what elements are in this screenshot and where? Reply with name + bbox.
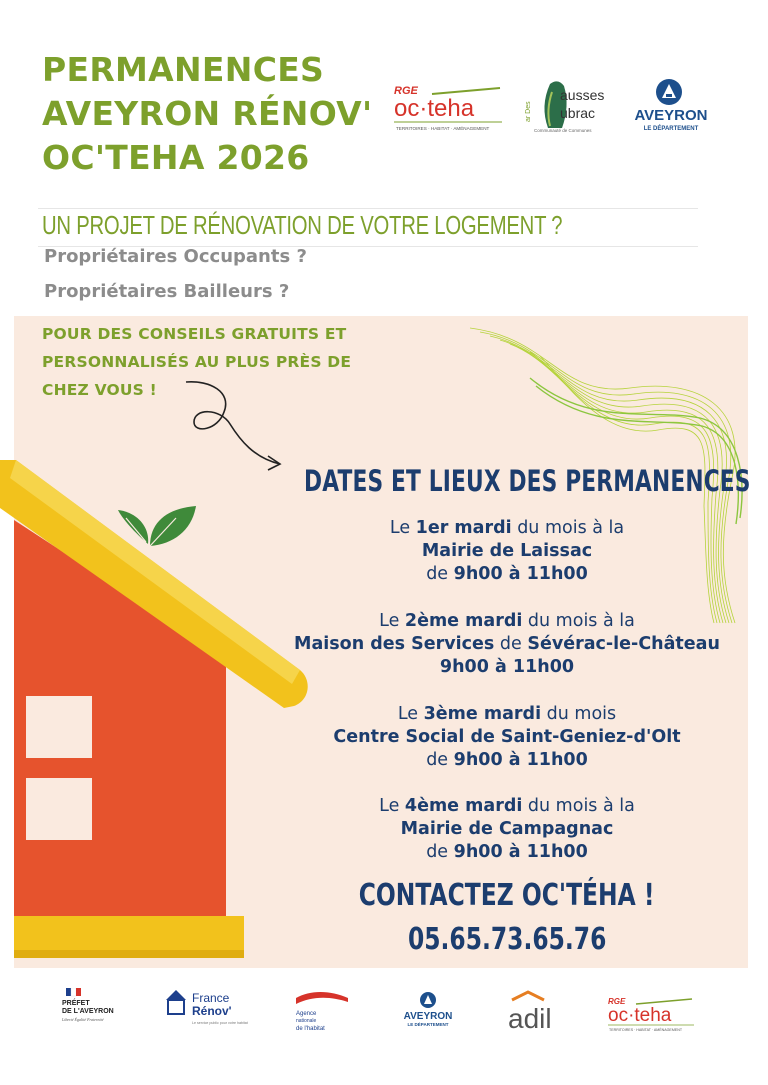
svg-text:ar Des: ar Des <box>525 101 532 122</box>
svg-text:oc·teha: oc·teha <box>394 95 475 122</box>
svg-text:Rénov': Rénov' <box>192 1004 232 1018</box>
svg-text:AVEYRON: AVEYRON <box>403 1011 453 1022</box>
aveyron-logo <box>624 76 718 136</box>
owner-occupant-text: Propriétaires Occupants ? <box>44 246 307 267</box>
svg-text:Le service public pour votre h: Le service public pour votre habitat <box>192 1021 248 1025</box>
svg-text:ubrac: ubrac <box>560 105 596 121</box>
octeha-logo <box>392 80 504 134</box>
contact-block <box>282 876 732 960</box>
advice-line: POUR DES CONSEILS GRATUITS ET <box>42 325 347 343</box>
svg-text:Agence: Agence <box>296 1011 317 1017</box>
contact-phone[interactable]: 05.65.73.65.76 <box>407 922 607 957</box>
svg-text:Communauté de Communes: Communauté de Communes <box>534 128 592 133</box>
divider <box>38 208 698 209</box>
title-line-1: PERMANENCES <box>42 50 325 89</box>
svg-text:oc·teha: oc·teha <box>608 1005 672 1026</box>
svg-text:adil: adil <box>508 1003 552 1032</box>
svg-text:DE L'AVEYRON: DE L'AVEYRON <box>62 1008 114 1015</box>
france-renov-logo <box>162 986 256 1030</box>
owner-landlord-text: Propriétaires Bailleurs ? <box>44 281 290 302</box>
advice-line: CHEZ VOUS ! <box>42 381 157 399</box>
svg-text:de l'habitat: de l'habitat <box>296 1026 325 1032</box>
house-illustration <box>0 460 310 975</box>
causses-aubrac-logo <box>520 76 618 138</box>
schedule-slot: Le 3ème mardi du mois Centre Social de Saint-Geniez-d'Olt de 9h00 à 11h00 <box>333 704 681 770</box>
svg-text:France: France <box>192 991 230 1005</box>
aveyron-footer-logo <box>396 990 460 1030</box>
title-line-3: OC'TEHA 2026 <box>42 138 310 177</box>
svg-text:Liberté Égalité Fraternité: Liberté Égalité Fraternité <box>62 1017 104 1022</box>
octeha-footer-logo <box>606 994 696 1034</box>
svg-text:ausses: ausses <box>560 87 605 103</box>
page-title <box>42 48 382 180</box>
svg-text:RGE: RGE <box>394 85 418 97</box>
svg-text:PRÉFET: PRÉFET <box>62 1000 90 1007</box>
adil-logo <box>504 990 568 1032</box>
prefet-logo <box>60 988 130 1034</box>
svg-text:AVEYRON: AVEYRON <box>634 107 708 124</box>
contact-title: CONTACTEZ OC'TÉHA ! <box>359 878 655 913</box>
svg-text:nationale: nationale <box>296 1018 317 1024</box>
svg-text:RGE: RGE <box>608 997 626 1006</box>
svg-text:LE DÉPARTEMENT: LE DÉPARTEMENT <box>407 1022 449 1027</box>
schedule-title: DATES ET LIEUX DES PERMANENCES <box>304 464 751 498</box>
svg-text:LE DÉPARTEMENT: LE DÉPARTEMENT <box>643 126 699 132</box>
advice-line: PERSONNALISÉS AU PLUS PRÈS DE <box>42 353 352 371</box>
schedule-slot: Le 1er mardi du mois à la Mairie de Laissac de 9h00 à 11h00 <box>389 518 625 584</box>
schedule-slot: Le 2ème mardi du mois à la Maison des Services de Sévérac-le-Château 9h00 à 11h00 <box>294 611 720 677</box>
svg-text:TERRITOIRES · HABITAT · AMÉNAG: TERRITOIRES · HABITAT · AMÉNAGEMENT <box>609 1028 683 1032</box>
svg-text:TERRITOIRES · HABITAT · AMÉNAG: TERRITOIRES · HABITAT · AMÉNAGEMENT <box>396 126 490 131</box>
schedule-slot: Le 4ème mardi du mois à la Mairie de Campagnac de 9h00 à 11h00 <box>379 796 635 862</box>
title-line-2: AVEYRON RÉNOV' <box>42 94 373 133</box>
anah-logo <box>290 988 354 1034</box>
renovation-question: UN PROJET DE RÉNOVATION DE VOTRE LOGEMENT ? <box>42 210 563 240</box>
